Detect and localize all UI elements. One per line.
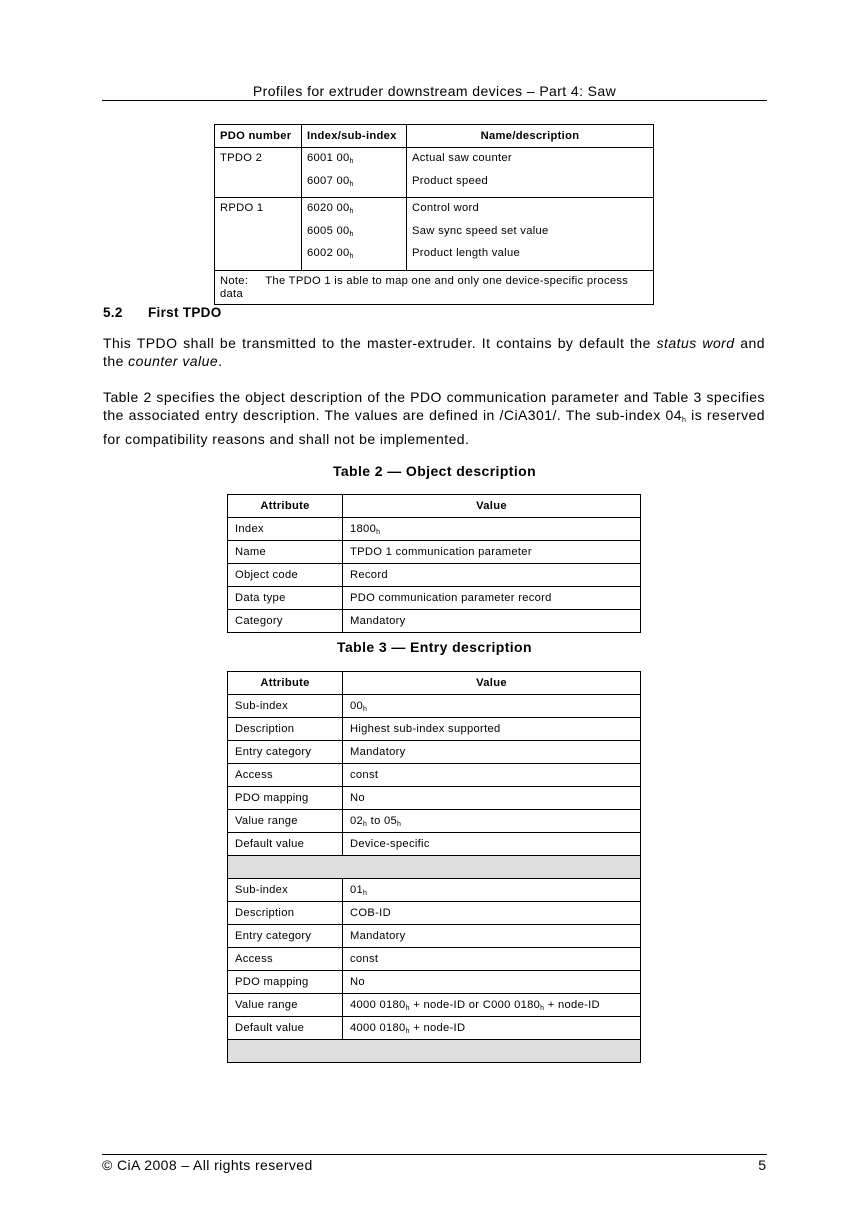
table-row: Data type PDO communication parameter record [228, 587, 641, 610]
table-row: Value range $02_h$ to $05_h$ [228, 810, 641, 833]
column-header: Value [343, 495, 641, 518]
page-header: Profiles for extruder downstream devices – Part 4: Saw [252, 83, 617, 99]
table-row: Default value Device-specific [228, 833, 641, 856]
table-row: Name TPDO 1 communication parameter [228, 541, 641, 564]
table-header-row [215, 125, 654, 148]
table-row: Index $1800_h$ [228, 518, 641, 541]
paragraph: This TPDO shall be transmitted to the master-extruder. It contains by default the status word and the counter value. [103, 335, 765, 369]
table-row: Object code Record [228, 564, 641, 587]
index-cell [302, 198, 407, 271]
table-separator-row [228, 856, 641, 879]
name-value: Actual saw counter [412, 152, 512, 164]
name-value: Product speed [412, 174, 489, 187]
paragraph: Table 2 specifies the object description of the PDO communication parameter and Table 3 specifies the associated entry description. The values are defined in /CiA301/. The sub-index $04_h$ is reserved for compatibility reasons and shall not be implemented. [103, 389, 765, 447]
pdo-mapping-table [214, 124, 654, 305]
pdo-number: RPDO 1 [215, 198, 302, 271]
table-header-row [228, 672, 641, 695]
table-row: Sub-index $00_h$ [228, 695, 641, 718]
column-header: Value [343, 672, 641, 695]
table-note: Note: The TPDO 1 is able to map one and only one device-specific process data [215, 270, 654, 304]
name-value: Saw sync speed set value [412, 224, 549, 237]
table-row: Description Highest sub-index supported [228, 718, 641, 741]
name-cell [407, 148, 654, 198]
copyright-notice: © CiA 2008 – All rights reserved [102, 1157, 313, 1173]
table-row: Access const [228, 764, 641, 787]
table-header-row [228, 495, 641, 518]
table-caption: Table 2 — Object description [332, 463, 537, 479]
index-value: 6007 $00_h$ [307, 174, 354, 188]
table-row: Default value 4000 $0180_h$ + node-ID [228, 1017, 641, 1040]
index-cell [302, 148, 407, 198]
table-caption: Table 3 — Entry description [337, 639, 532, 655]
table-row: Sub-index $01_h$ [228, 879, 641, 902]
column-header: Attribute [228, 672, 343, 695]
pdo-number: TPDO 2 [215, 148, 302, 198]
table-row: Access const [228, 948, 641, 971]
index-value: 6002 $00_h$ [307, 247, 354, 260]
column-header: Attribute [228, 495, 343, 518]
section-heading: 5.2 First TPDO [103, 305, 222, 320]
column-header: Name/description [407, 125, 654, 148]
object-description-table [227, 494, 641, 633]
table-row: Entry category Mandatory [228, 925, 641, 948]
column-header: Index/sub-index [302, 125, 407, 148]
table-row: Category Mandatory [228, 610, 641, 633]
table-row: Entry category Mandatory [228, 741, 641, 764]
table-row: Description COB-ID [228, 902, 641, 925]
entry-description-table [227, 671, 641, 1063]
table-row [215, 148, 654, 198]
column-header: PDO number [215, 125, 302, 148]
table-row: Value range 4000 $0180_h$ + node-ID or C000 $0180_h$ + node-ID [228, 994, 641, 1017]
index-value: 6020 $00_h$ [307, 202, 354, 215]
table-row [215, 198, 654, 271]
index-value: 6001 $00_h$ [307, 152, 354, 165]
table-note-row [215, 270, 654, 304]
header-rule [102, 100, 767, 101]
index-value: 6005 $00_h$ [307, 224, 354, 238]
name-cell [407, 198, 654, 271]
name-value: Product length value [412, 247, 520, 259]
table-separator-row [228, 1040, 641, 1063]
name-value: Control word [412, 202, 480, 214]
page-number: 5 [758, 1157, 766, 1173]
footer-rule [102, 1154, 767, 1155]
table-row: PDO mapping No [228, 787, 641, 810]
table-row: PDO mapping No [228, 971, 641, 994]
